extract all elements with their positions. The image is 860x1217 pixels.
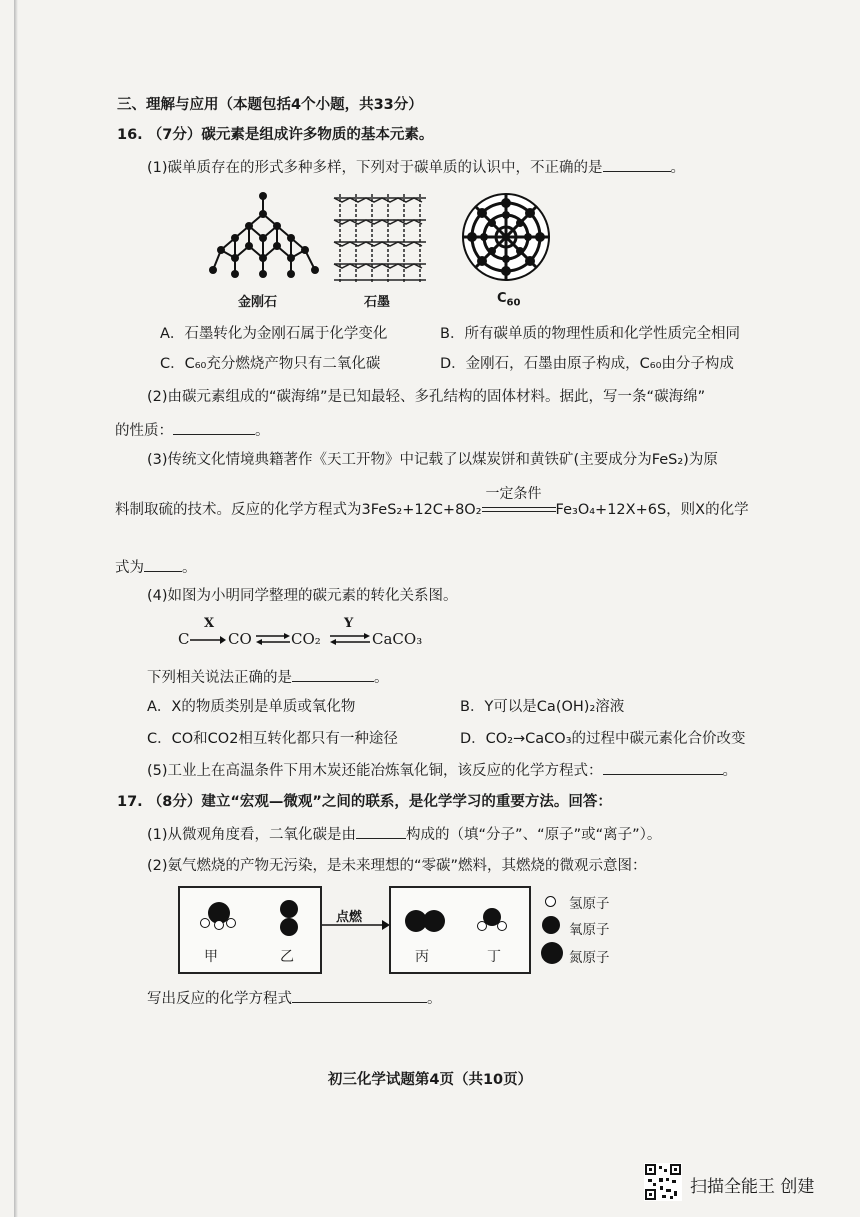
- oxygen-legend-icon: [542, 916, 560, 934]
- hydrogen-atom: [226, 918, 236, 928]
- answer-blank[interactable]: [173, 420, 255, 435]
- answer-blank[interactable]: [144, 557, 182, 572]
- chain-double-arrow-2: [330, 633, 370, 645]
- q16-part3-line3: [115, 557, 197, 578]
- equation-reactants: 料制取硫的技术。反应的化学方程式为3FeS₂+12C+8O₂: [115, 502, 482, 518]
- q17-stem: 17. （8分）建立“宏观—微观”之间的联系，是化学学习的重要方法。回答：: [117, 794, 612, 810]
- label-graphite: 石墨: [364, 295, 391, 310]
- hydrogen-atom: [477, 921, 487, 931]
- q17-part1: [147, 824, 661, 845]
- chain-co: CO: [228, 630, 252, 648]
- label-yi: 乙: [280, 949, 294, 965]
- q16-part2-end: 。: [255, 423, 270, 439]
- chain-double-arrow-1: [256, 633, 290, 645]
- q16-part2-line1: (2)由碳元素组成的“碳海绵”是已知最轻、多孔结构的固体材料。据此，写一条“碳海绵”: [147, 389, 706, 405]
- equation-condition-arrow: [482, 486, 556, 520]
- label-ding: 丁: [487, 949, 501, 965]
- products-box: [389, 886, 531, 974]
- legend-hydrogen: 氢原子: [569, 896, 610, 912]
- q16-part2-label: 的性质：: [115, 423, 173, 439]
- hydrogen-atom: [497, 921, 507, 931]
- q17-part3-end: 。: [427, 991, 442, 1007]
- legend-nitrogen: 氮原子: [569, 950, 610, 966]
- section-heading: 三、理解与应用（本题包括4个小题，共33分）: [117, 97, 423, 113]
- q16-part3-label: 式为: [115, 560, 144, 576]
- oxygen-atom: [280, 918, 298, 936]
- reactants-box: [178, 886, 322, 974]
- q16-stem: 16. （7分）碳元素是组成许多物质的基本元素。: [117, 127, 434, 143]
- q16-4-option-c[interactable]: C．CO和CO2相互转化都只有一种途径: [147, 731, 398, 747]
- chain-caco3: CaCO₃: [372, 630, 423, 648]
- q16-part1-end: 。: [670, 160, 686, 176]
- chain-x: X: [204, 616, 215, 631]
- carbon-transformation-chain: [178, 616, 423, 652]
- hydrogen-legend-icon: [545, 896, 556, 907]
- q17-part1-post: 构成的（填“分子”、“原子”或“离子”）。: [406, 827, 662, 843]
- q16-part4-end: 。: [374, 670, 389, 686]
- q16-option-a[interactable]: A．石墨转化为金刚石属于化学变化: [160, 326, 388, 342]
- diamond-structure-figure: [205, 186, 323, 282]
- equation-condition: 一定条件: [485, 486, 542, 502]
- page-footer: 初三化学试题第4页（共10页）: [327, 1072, 533, 1088]
- q16-part5-text: (5)工业上在高温条件下用木炭还能冶炼氧化铜，该反应的化学方程式：: [147, 763, 603, 779]
- q16-part4: (4)如图为小明同学整理的碳元素的转化关系图。: [147, 588, 458, 604]
- q17-part3-text: 写出反应的化学方程式: [147, 991, 292, 1007]
- reaction-arrow: [322, 920, 390, 930]
- answer-blank[interactable]: [292, 988, 427, 1003]
- label-diamond: 金刚石: [238, 295, 278, 310]
- q16-part2-line2: [115, 420, 270, 441]
- q16-part4-label: 下列相关说法正确的是: [147, 670, 292, 686]
- hydrogen-atom: [200, 918, 210, 928]
- q16-option-c[interactable]: C．C₆₀充分燃烧产物只有二氧化碳: [160, 356, 381, 372]
- q16-part1: [147, 157, 685, 178]
- chain-co2: CO₂: [291, 630, 321, 648]
- nitrogen-atom: [423, 910, 445, 932]
- q17-part3: [147, 988, 442, 1009]
- answer-blank[interactable]: [603, 157, 671, 172]
- q16-part5: [147, 760, 737, 781]
- chain-c: C: [178, 630, 190, 648]
- q17-part2: (2)氨气燃烧的产物无污染，是未来理想的“零碳”燃料，其燃烧的微观示意图：: [147, 858, 647, 874]
- oxygen-atom: [280, 900, 298, 918]
- q16-part3-line1: (3)传统文化情境典籍著作《天工开物》中记载了以煤炭饼和黄铁矿(主要成分为FeS₂)为原: [147, 452, 718, 468]
- answer-blank[interactable]: [603, 760, 723, 775]
- chain-y: Y: [344, 616, 354, 631]
- q16-part4-question: [147, 667, 389, 688]
- label-c60: $C_{60}$: [497, 291, 521, 309]
- nitrogen-legend-icon: [541, 942, 563, 964]
- answer-blank[interactable]: [292, 667, 374, 682]
- equation-products: Fe₃O₄+12X+6S，则X的化学: [555, 502, 749, 518]
- answer-blank[interactable]: [356, 824, 406, 839]
- q16-4-option-b[interactable]: B．Y可以是Ca(OH)₂溶液: [460, 699, 625, 715]
- q16-part3-end: 。: [182, 560, 197, 576]
- label-bing: 丙: [415, 949, 429, 965]
- q17-part1-pre: (1)从微观角度看，二氧化碳是由: [147, 827, 357, 843]
- q16-option-b[interactable]: B．所有碳单质的物理性质和化学性质完全相同: [440, 326, 740, 342]
- graphite-structure-figure: [330, 190, 430, 282]
- q16-part3-equation: [115, 486, 749, 520]
- q16-4-option-a[interactable]: A．X的物质类别是单质或氧化物: [147, 699, 356, 715]
- scan-edge-left: [14, 0, 18, 1217]
- q16-4-option-d[interactable]: D．CO₂→CaCO₃的过程中碳元素化合价改变: [460, 731, 746, 747]
- scanner-watermark: 扫描全能王 创建: [690, 1177, 815, 1197]
- q16-option-d[interactable]: D．金刚石，石墨由原子构成，C₆₀由分子构成: [440, 356, 734, 372]
- label-jia: 甲: [204, 949, 218, 965]
- legend-oxygen: 氧原子: [569, 922, 610, 938]
- q16-part1-text: (1)碳单质存在的形式多种多样，下列对于碳单质的认识中，不正确的是: [147, 160, 603, 176]
- qr-code-icon: [644, 1163, 682, 1201]
- chain-arrow-1: [190, 636, 226, 644]
- c60-structure-figure: [459, 190, 553, 284]
- ignite-label: 点燃: [336, 910, 363, 925]
- hydrogen-atom: [214, 920, 224, 930]
- q16-part5-end: 。: [722, 763, 738, 779]
